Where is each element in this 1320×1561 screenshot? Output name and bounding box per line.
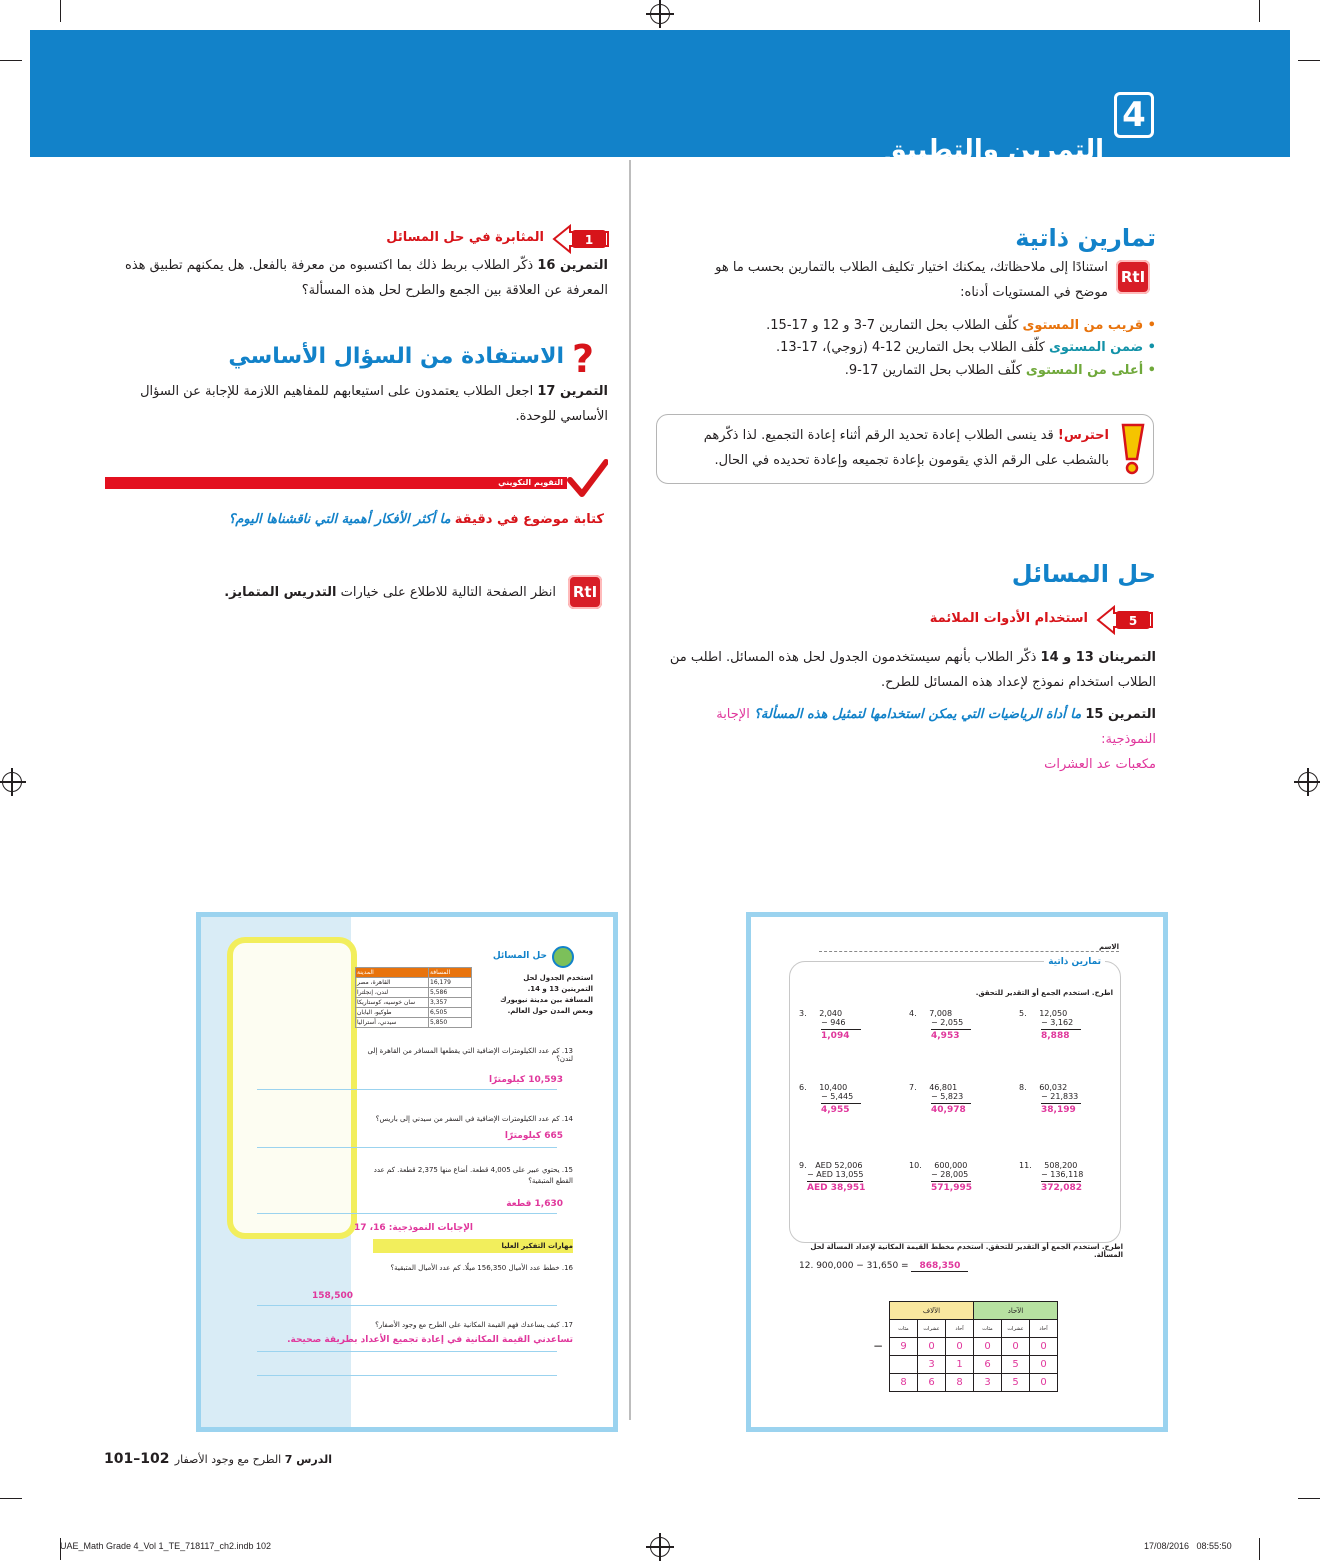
answer: 4,953 <box>931 1031 960 1041</box>
table-header: المسافة <box>429 968 472 978</box>
crop-mark <box>0 60 22 61</box>
checkmark-icon <box>566 458 608 500</box>
problem-5: 5. 12,050 − 3,162 8,888 <box>1019 1009 1129 1041</box>
chart-cell: 0 <box>946 1338 974 1356</box>
arrow-tag-icon <box>1096 605 1156 635</box>
table-cell: طوكيو، اليابان <box>356 1008 429 1018</box>
answer: 1,094 <box>821 1031 850 1041</box>
essential-question-title: الاستفادة من السؤال الأساسي <box>228 344 564 369</box>
chart-cell: 3 <box>974 1374 1002 1392</box>
doodle-frame <box>227 937 357 1239</box>
level-item: • أعلى من المستوى كلّف الطلاب بحل التمارين 17-9. <box>844 363 1156 378</box>
hots-banner: مهارات التفكير العليا <box>373 1239 573 1253</box>
rti-badge: RtI <box>568 575 602 609</box>
model-answers-label: الإجابات النموذجية: 16، 17 <box>354 1223 473 1233</box>
problem-12 <box>799 1261 968 1271</box>
minuend: 10,400 <box>819 1083 848 1092</box>
question-16: 16. خطط عدد الأميال 156,350 ميلًا. كم عدد الأميال المتبقية؟ <box>390 1264 573 1272</box>
answer: 4,955 <box>821 1105 850 1115</box>
problem-number: 8. <box>1019 1083 1027 1092</box>
note-line: الأساسي للوحدة. <box>515 409 608 424</box>
ex15-note <box>666 702 1156 777</box>
table-cell: 5,586 <box>429 988 472 998</box>
minuend: AED 52,006 <box>815 1161 863 1170</box>
chart-col-header: مئات <box>890 1320 918 1338</box>
subtrahend: 28,005 <box>940 1170 969 1179</box>
note-line: ذكّر الطلاب بربط ذلك بما اكتسبوه من معرفة بالفعل. هل يمكنهم تطبيق هذه <box>125 258 534 273</box>
problem-number: 12. <box>799 1261 814 1271</box>
question-14: 14. كم عدد الكيلومترات الإضافية في السفر من سيدني إلى باريس؟ <box>375 1115 573 1123</box>
chart-cell: 8 <box>946 1374 974 1392</box>
chart-cell: 8 <box>890 1374 918 1392</box>
exercise-label: التمرين 15 <box>1085 707 1156 722</box>
level-on: ضمن المستوى <box>1049 340 1144 355</box>
problem-8: 8. 60,032 − 21,833 38,199 <box>1019 1083 1129 1115</box>
level-text: كلّف الطلاب بحل التمارين 7-3 و 12 و 17-15. <box>766 318 1019 333</box>
chart-cell: 0 <box>918 1338 946 1356</box>
worksheet-instruction-2: اطرح. استخدم الجمع أو التقدير للتحقق. استخدم مخطط القيمة المكانية لإعداد المسألة لحل المسألة. <box>810 1243 1123 1259</box>
subtrahend: 2,055 <box>940 1018 964 1027</box>
problem-number: 4. <box>909 1009 917 1018</box>
worksheet-instruction: اطرح. استخدم الجمع أو التقدير للتحقق. <box>975 989 1113 997</box>
timestamp: 17/08/2016 08:55:50 <box>1144 1541 1232 1551</box>
name-label: الاسم <box>819 943 1119 952</box>
chart-cell: 0 <box>1030 1374 1058 1392</box>
table-header: المدينة <box>356 968 429 978</box>
chart-cell: 6 <box>974 1356 1002 1374</box>
crop-mark <box>0 1498 22 1499</box>
note-line: المعرفة عن العلاقة بين الجمع والطرح لحل هذه المسألة؟ <box>301 283 608 298</box>
chart-cell: 5 <box>1002 1374 1030 1392</box>
answer: AED 38,951 <box>807 1183 866 1193</box>
worksheet-ps-intro: استخدم الجدول لحل التمرينين 13 و 14. المسافة بين مدينة نيويورك وبعض المدن حول العالم. <box>500 974 593 1015</box>
subtrahend: 3,162 <box>1050 1018 1074 1027</box>
exercise-label: التمرين 17 <box>537 384 608 399</box>
table-cell: 3,357 <box>429 998 472 1008</box>
problem-number: 3. <box>799 1009 807 1018</box>
formative-question <box>104 512 604 527</box>
minuend: 60,032 <box>1039 1083 1068 1092</box>
note-line: اجعل الطلاب يعتمدون على استيعابهم للمفاهيم اللازمة للإجابة عن السؤال <box>140 384 534 399</box>
answer: 372,082 <box>1041 1183 1082 1193</box>
minuend: 600,000 <box>934 1161 968 1170</box>
answer-line <box>257 1375 557 1376</box>
formative-prefix: كتابة موضوع في دقيقة <box>454 512 604 527</box>
chapter-header <box>30 30 1290 165</box>
lesson-title: الطرح مع وجود الأصفار <box>174 1453 282 1466</box>
answer: 38,199 <box>1041 1105 1076 1115</box>
file-name: UAE_Math Grade 4_Vol 1_TE_718117_ch2.indb 102 <box>60 1541 271 1551</box>
problem-number: 11. <box>1019 1161 1032 1170</box>
problem-6: 6. 10,400 − 5,445 4,955 <box>799 1083 909 1115</box>
question-15: 15. يحتوي عبير على 4,005 قطعة. أضاع منها 2,375 قطعة. كم عدد القطع المتبقية؟ <box>373 1166 573 1185</box>
problem-number: 7. <box>909 1083 917 1092</box>
subtrahend: 5,445 <box>830 1092 854 1101</box>
minuend: 12,050 <box>1039 1009 1068 1018</box>
answer-line <box>257 1351 557 1352</box>
table-cell: 6,505 <box>429 1008 472 1018</box>
question-mark-icon <box>568 338 604 378</box>
independent-practice-title: تمارين ذاتية <box>1015 224 1156 252</box>
practice-tag <box>929 605 1156 635</box>
level-approaching: قريب من المستوى <box>1022 318 1144 333</box>
answer-line <box>257 1213 557 1214</box>
intro-line: موضح في المستويات أدناه: <box>960 285 1108 300</box>
minuend: 508,200 <box>1044 1161 1078 1170</box>
subtrahend: 5,823 <box>940 1092 964 1101</box>
exercise-label: التمرينان 13 و 14 <box>1040 650 1156 665</box>
chart-cell: 5 <box>1002 1356 1030 1374</box>
answer: 40,978 <box>931 1105 966 1115</box>
question-17: 17. كيف يساعدك فهم القيمة المكانية على الطرح مع وجود الأصفار؟ <box>375 1321 573 1329</box>
minuend: 46,801 <box>929 1083 958 1092</box>
subtrahend: AED 13,055 <box>816 1170 864 1179</box>
chart-col-header: عشرات <box>1002 1320 1030 1338</box>
problem-number: 5. <box>1019 1009 1027 1018</box>
formative-label: التقويم التكويني <box>498 478 563 487</box>
table-cell: القاهرة، مصر <box>356 978 429 988</box>
note-line: ذكّر الطلاب بأنهم سيستخدمون الجدول لحل هذه المسائل. اطلب من <box>669 650 1037 665</box>
answer: 8,888 <box>1041 1031 1070 1041</box>
answer-14: 665 كيلومترًا <box>504 1131 563 1141</box>
chart-cell: 0 <box>1030 1338 1058 1356</box>
answer-line <box>257 1147 557 1148</box>
chapter-title: التمرين والتطبيق <box>883 135 1104 165</box>
answer-16: 158,500 <box>312 1291 353 1301</box>
subtrahend: 21,833 <box>1050 1092 1079 1101</box>
table-cell: 16,179 <box>429 978 472 988</box>
problem-number: 9. <box>799 1161 807 1170</box>
watch-out-line: بالشطب على الرقم الذي يقومون بإعادة تجميعه وإعادة تحديده في الحال. <box>714 453 1109 468</box>
tag-number: 5 <box>1128 614 1138 628</box>
level-text: كلّف الطلاب بحل التمارين 17-9. <box>844 363 1022 378</box>
watch-out-line: قد ينسى الطلاب إعادة تحديد الرقم أثناء إعادة التجميع. لذا ذكّرهم <box>703 428 1054 443</box>
chart-col-header: آحاد <box>1030 1320 1058 1338</box>
table-cell: 5,850 <box>429 1018 472 1028</box>
page-numbers: 101–102 <box>104 1451 170 1467</box>
persevere-tag <box>386 224 612 254</box>
problem-7: 7. 46,801 − 5,823 40,978 <box>909 1083 1019 1115</box>
problem-11: 11. 508,200 − 136,118 372,082 <box>1019 1161 1084 1193</box>
chart-col-header: آحاد <box>946 1320 974 1338</box>
place-value-chart <box>873 1301 1058 1392</box>
crop-mark <box>1259 0 1260 22</box>
registration-mark-icon <box>650 4 670 24</box>
expression: 900,000 − 31,650 = <box>816 1261 909 1271</box>
subtrahend: 946 <box>830 1018 846 1027</box>
globe-icon <box>551 945 575 969</box>
problem-9: 9. AED 52,006 − AED 13,055 AED 38,951 <box>799 1161 866 1193</box>
answer-text: مكعبات عد العشرات <box>1044 757 1156 772</box>
formative-question-text: ما أكثر الأفكار أهمية التي ناقشناها اليوم؟ <box>228 512 451 527</box>
arrow-tag-icon <box>552 224 612 254</box>
registration-mark-icon <box>650 1537 670 1557</box>
problem-4: 4. 7,008 − 2,055 4,953 <box>909 1009 1019 1041</box>
chart-cell: 6 <box>918 1374 946 1392</box>
problem-3: 3. 2,040 − 946 1,094 <box>799 1009 909 1041</box>
svg-text:?: ? <box>572 338 595 378</box>
level-item: • ضمن المستوى كلّف الطلاب بحل التمارين 12-4 (زوجي)، 17-13. <box>776 340 1156 355</box>
chart-col-header: عشرات <box>918 1320 946 1338</box>
answer-17: تساعدني القيمة المكانية في إعادة تجميع الأعداد بطريقة صحيحة. <box>287 1335 573 1345</box>
ex13-note <box>666 645 1156 695</box>
worksheet-ps-title: حل المسائل <box>492 951 547 961</box>
chart-cell <box>890 1356 918 1374</box>
independent-intro <box>648 255 1108 305</box>
chart-ones-header: الآحاد <box>974 1302 1058 1320</box>
question-13: 13. كم عدد الكيلومترات الإضافية التي يقطعها المسافر من القاهرة إلى لندن؟ <box>367 1047 573 1063</box>
crop-mark <box>1298 60 1320 61</box>
chart-cell: 9 <box>890 1338 918 1356</box>
problem-number: 6. <box>799 1083 807 1092</box>
answer-13: 10,593 كيلومترًا <box>488 1075 563 1085</box>
answer-line <box>257 1089 557 1090</box>
chapter-number: 4 <box>1114 92 1154 138</box>
tag-label: المثابرة في حل المسائل <box>386 230 544 245</box>
minuend: 2,040 <box>819 1009 843 1018</box>
answer-line <box>257 1305 557 1306</box>
rti-note <box>96 580 556 605</box>
chart-cell: 0 <box>1030 1356 1058 1374</box>
watch-out-text <box>659 423 1109 473</box>
registration-mark-icon <box>2 772 22 792</box>
chart-cell: 3 <box>918 1356 946 1374</box>
formative-bar <box>105 477 567 489</box>
table-cell: لندن، إنجلترا <box>356 988 429 998</box>
distance-table <box>355 967 472 1028</box>
level-text: كلّف الطلاب بحل التمارين 12-4 (زوجي)، 17-13. <box>776 340 1045 355</box>
intro-line: استنادًا إلى ملاحظاتك، يمكنك اختيار تكليف الطلاب بالتمارين بحسب ما هو <box>715 260 1108 275</box>
tag-number: 1 <box>584 233 594 247</box>
problem-10: 10. 600,000 − 28,005 571,995 <box>909 1161 972 1193</box>
answer: 868,350 <box>911 1261 968 1272</box>
answer-15: 1,630 قطعة <box>506 1199 563 1209</box>
rti-note-bold: التدريس المتمايز. <box>224 585 337 600</box>
tag-label: استخدام الأدوات الملائمة <box>929 611 1088 626</box>
watch-out-label: احترس! <box>1057 428 1109 443</box>
level-beyond: أعلى من المستوى <box>1025 363 1144 378</box>
exercise-label: التمرين 16 <box>537 258 608 273</box>
crop-mark <box>60 0 61 22</box>
watch-out-box <box>656 414 1154 484</box>
rti-badge: RtI <box>1116 260 1150 294</box>
lesson-footer <box>175 1453 332 1466</box>
subtrahend: 136,118 <box>1050 1170 1084 1179</box>
crop-mark <box>1259 1538 1260 1560</box>
rti-note-text: انظر الصفحة التالية للاطلاع على خيارات <box>340 585 556 600</box>
ex17-note <box>108 379 608 429</box>
table-cell: سيدني، أستراليا <box>356 1018 429 1028</box>
crop-mark <box>1298 1498 1320 1499</box>
minuend: 7,008 <box>929 1009 953 1018</box>
chart-cell: 0 <box>1002 1338 1030 1356</box>
problem-solving-title: حل المسائل <box>1011 560 1156 588</box>
answer-prefix: الإجابة النموذجية: <box>716 707 1156 747</box>
minus-sign: − <box>873 1339 884 1353</box>
registration-mark-icon <box>1298 772 1318 792</box>
level-item: • قريب من المستوى كلّف الطلاب بحل التمارين 7-3 و 12 و 17-15. <box>766 318 1156 333</box>
lesson-label: الدرس 7 <box>284 1453 332 1466</box>
chart-cell: 0 <box>974 1338 1002 1356</box>
ex16-note <box>108 253 608 303</box>
question-text: ما أداة الرياضيات التي يمكن استخدامها لتمثيل هذه المسألة؟ <box>753 707 1082 722</box>
worksheet-independent-practice <box>746 912 1168 1432</box>
worksheet-problem-solving <box>196 912 618 1432</box>
note-line: الطلاب استخدام نموذج لإعداد هذه المسائل للطرح. <box>881 675 1156 690</box>
chart-col-header: مئات <box>974 1320 1002 1338</box>
answer: 571,995 <box>931 1183 972 1193</box>
chart-cell: 1 <box>946 1356 974 1374</box>
problem-number: 10. <box>909 1161 922 1170</box>
worksheet-title: تمارين ذاتية <box>1044 957 1105 967</box>
chart-thousands-header: الآلاف <box>890 1302 974 1320</box>
table-cell: سان خوسيه، كوستاريكا <box>356 998 429 1008</box>
exclamation-icon <box>1117 423 1147 475</box>
